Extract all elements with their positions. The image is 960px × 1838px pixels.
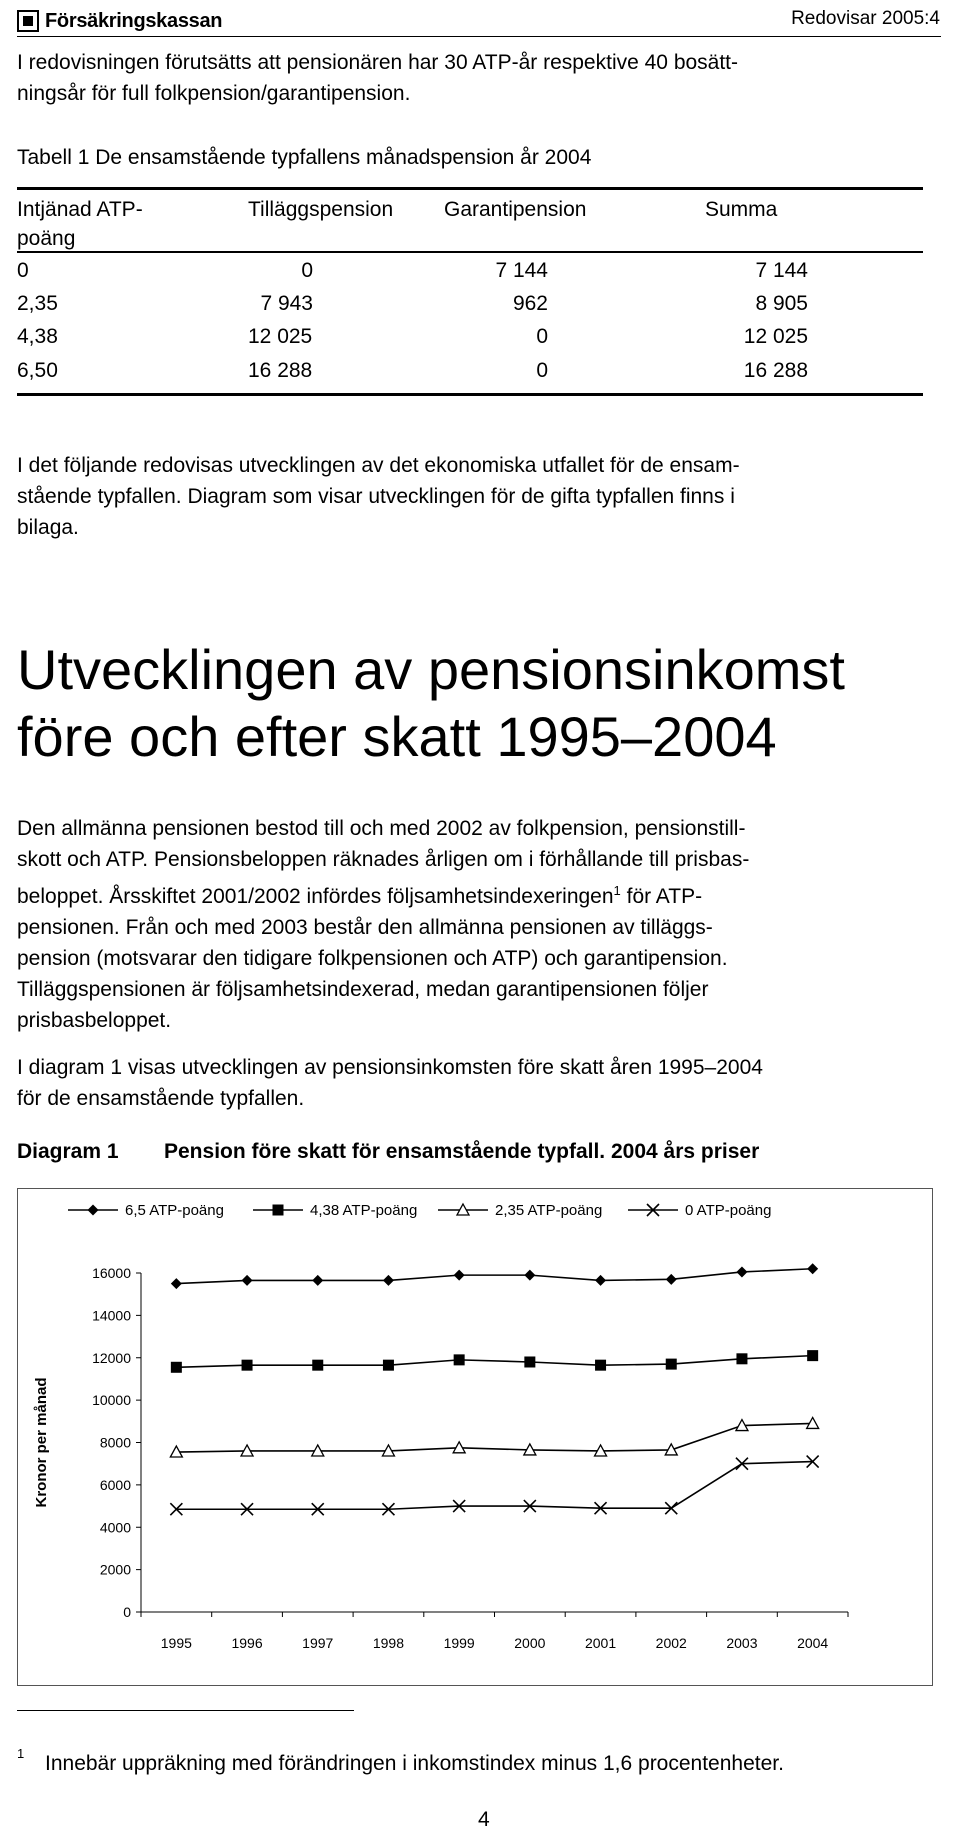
- y-tick-label: 14000: [92, 1307, 131, 1324]
- series-line: [176, 1462, 812, 1510]
- data-point: [524, 1270, 535, 1281]
- legend-label: 0 ATP-poäng: [685, 1202, 772, 1219]
- table-cell: 7 943: [260, 292, 313, 315]
- line-chart: [18, 1189, 931, 1684]
- legend-label: 6,5 ATP-poäng: [125, 1202, 224, 1219]
- body-text: Den allmänna pensionen bestod till och med 2002 av folkpension, pensionstill- skott och ATP. Pensionsbeloppen räknades årligen om i förhållande till prisbas- beloppet. Årsskiftet 2001/2002 infördes följsamhetsindexeringen: [17, 817, 750, 908]
- report-id: Redovisar 2005:4: [791, 8, 940, 29]
- data-point: [242, 1360, 253, 1371]
- data-point: [807, 1263, 818, 1274]
- y-tick-label: 0: [123, 1604, 131, 1620]
- data-point: [454, 1354, 465, 1365]
- legend-label: 2,35 ATP-poäng: [495, 1202, 603, 1219]
- y-tick-label: 8000: [99, 1434, 131, 1451]
- series-line: [176, 1269, 812, 1284]
- intro-paragraph: I redovisningen förutsätts att pensionären har 30 ATP-år respektive 40 bosätt- ningsår för full folkpension/garantipension.: [17, 51, 739, 105]
- body-paragraph: I det följande redovisas utvecklingen av det ekonomiska utfallet för de ensam- stående typfallen. Diagram som visar utvecklingen för de gifta typfallen finns i bilaga.: [17, 454, 740, 539]
- x-tick-label: 2000: [514, 1635, 546, 1651]
- footnote-text: Innebär uppräkning med förändringen i inkomstindex minus 1,6 procentenheter.: [45, 1752, 784, 1775]
- x-tick-label: 1998: [372, 1635, 405, 1651]
- y-tick-label: 2000: [99, 1561, 131, 1578]
- series-line: [176, 1423, 812, 1452]
- table-bottom-rule: [17, 393, 923, 396]
- body-paragraph: [17, 813, 937, 1036]
- brand-logo: [17, 6, 222, 36]
- section-heading-line: före och efter skatt 1995–2004: [17, 705, 777, 768]
- data-point: [242, 1275, 253, 1286]
- table-cell: 0: [536, 325, 548, 348]
- table-cell: 6,50: [17, 359, 58, 382]
- brand-name: Försäkringskassan: [45, 9, 223, 32]
- diagram-label: Diagram 1: [17, 1140, 119, 1163]
- data-point: [666, 1359, 677, 1370]
- y-tick-label: 16000: [92, 1265, 131, 1281]
- table-cell: 8 905: [755, 292, 808, 315]
- y-tick-label: 6000: [99, 1476, 131, 1493]
- data-point: [807, 1350, 818, 1361]
- table-cell: 7 144: [755, 259, 808, 282]
- data-point: [736, 1266, 747, 1277]
- x-tick-label: 2002: [655, 1635, 687, 1651]
- x-tick-label: 1996: [231, 1635, 263, 1651]
- table-header-garanti: Garantipension: [444, 198, 587, 221]
- x-tick-label: 2004: [797, 1635, 829, 1651]
- table-cell: 7 144: [495, 259, 548, 282]
- table-cell: 12 025: [743, 325, 808, 348]
- y-tick-label: 4000: [99, 1519, 131, 1536]
- data-point: [383, 1360, 394, 1371]
- table-cell: 0: [301, 259, 313, 282]
- data-point: [312, 1275, 323, 1286]
- data-point: [524, 1356, 535, 1367]
- table-cell: 12 025: [248, 325, 313, 348]
- table-header-rule: [17, 251, 923, 253]
- footnote-divider: [17, 1710, 354, 1711]
- body-text: för ATP- pensionen. Från och med 2003 består den allmänna pensionen av tilläggs- pension (motsvarar den tidigare folkpensionen och ATP) och garantipension. Tilläggspensionen är följsamhetsindexerad, medan garantipensionen följer prisbasbeloppet.: [17, 885, 728, 1032]
- data-point: [595, 1360, 606, 1371]
- logo-icon: [17, 10, 39, 32]
- table-header-tillagg: Tilläggspension: [248, 198, 394, 221]
- body-paragraph: I diagram 1 visas utvecklingen av pensionsinkomsten före skatt åren 1995–2004 för de ensamstående typfallen.: [17, 1056, 763, 1110]
- data-point: [454, 1270, 465, 1281]
- y-axis-label: Kronor per månad: [33, 1377, 50, 1508]
- data-point: [595, 1275, 606, 1286]
- data-point: [736, 1353, 747, 1364]
- table-cell: 16 288: [743, 359, 808, 382]
- y-tick-label: 12000: [92, 1349, 131, 1366]
- table-cell: 0: [17, 259, 29, 282]
- table-header-atp: Intjänad ATP-poäng: [17, 198, 143, 250]
- table-cell: 0: [536, 359, 548, 382]
- table-top-rule: [17, 187, 923, 190]
- chart-frame: [17, 1188, 933, 1686]
- table-cell: 16 288: [248, 359, 313, 382]
- footnote-number: 1: [17, 1746, 25, 1761]
- table-header-summa: Summa: [705, 198, 778, 221]
- legend-marker: [88, 1205, 99, 1216]
- table-cell: 2,35: [17, 292, 58, 315]
- header-divider: [17, 36, 941, 37]
- x-tick-label: 2003: [726, 1635, 758, 1651]
- data-point: [312, 1360, 323, 1371]
- legend-label: 4,38 ATP-poäng: [310, 1202, 418, 1219]
- x-tick-label: 2001: [584, 1635, 617, 1651]
- data-point: [666, 1274, 677, 1285]
- data-point: [383, 1275, 394, 1286]
- section-heading-line: Utvecklingen av pensionsinkomst: [17, 638, 845, 701]
- page-number: 4: [478, 1808, 490, 1831]
- series-line: [176, 1356, 812, 1368]
- data-point: [171, 1278, 182, 1289]
- legend-marker: [273, 1205, 284, 1216]
- table-cell: 962: [512, 292, 548, 315]
- x-tick-label: 1999: [443, 1635, 475, 1651]
- table-caption: Tabell 1 De ensamstående typfallens månadspension år 2004: [17, 146, 592, 169]
- table-cell: 4,38: [17, 325, 58, 348]
- y-tick-label: 10000: [92, 1392, 131, 1409]
- footnote-ref: 1: [613, 883, 621, 898]
- x-tick-label: 1997: [302, 1635, 334, 1651]
- section-heading: [17, 636, 937, 770]
- diagram-title: Pension före skatt för ensamstående typfall. 2004 års priser: [164, 1140, 760, 1163]
- x-tick-label: 1995: [160, 1635, 192, 1651]
- data-point: [171, 1362, 182, 1373]
